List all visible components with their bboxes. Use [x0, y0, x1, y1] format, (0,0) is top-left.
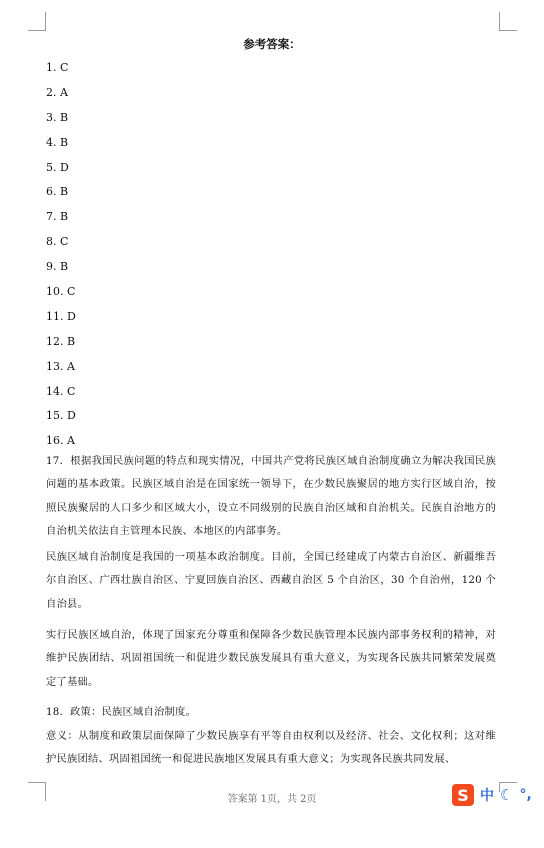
answer-item: 5. D — [46, 160, 69, 174]
answer-item: 1. C — [46, 61, 69, 74]
answer-item: 16. A — [46, 434, 75, 448]
page-footer: 答案第 1页，共 2页 — [227, 794, 317, 805]
answer-item: 15. D — [46, 409, 76, 423]
ime-punctuation-toggle[interactable]: °, — [519, 787, 532, 803]
crop-mark-top-right-v — [499, 12, 500, 31]
answer-17-paragraph: 17．根据我国民族问题的特点和现实情况，中国共产党将民族区域自治制度确立为解决我国民族问题的基本政策。民族区域自治是在国家统一领导下，在少数民族聚居的地方实行区域自治，按照民族聚居的人口多少和区域大小，设立不同级别的民族自治区域和自治机关。民族自治地方的自治机关依法自主管理本民族、本地区的内部事务。 — [46, 455, 496, 537]
document-title: 参考答案： — [243, 37, 301, 51]
answer-list — [46, 56, 76, 454]
sogou-logo-icon[interactable]: S — [452, 784, 474, 806]
moon-icon[interactable]: ☾ — [500, 786, 514, 804]
answer-item: 3. B — [46, 110, 69, 124]
crop-mark-top-left-v — [45, 12, 46, 31]
answer-18-significance: 意义：从制度和政策层面保障了少数民族享有平等自由权利以及经济、社会、文化权利；这对维护民族团结、巩固祖国统一和促进民族地区发展具有重大意义；为实现各民族共同发展、 — [46, 730, 496, 766]
answer-item: 14. C — [46, 384, 76, 398]
answer-item: 11. D — [46, 309, 76, 323]
answer-item: 13. A — [46, 359, 75, 373]
ime-language-toggle[interactable]: 中 — [480, 788, 494, 804]
answer-item: 10. C — [46, 285, 76, 299]
crop-mark-bottom-left-h — [28, 782, 46, 783]
crop-mark-top-right-h — [499, 30, 517, 31]
ime-toolbar[interactable] — [452, 782, 544, 808]
answer-17-paragraph-2: 民族区域自治制度是我国的一项基本政治制度。目前，全国已经建成了内蒙古自治区、新疆维吾尔自治区、广西壮族自治区、宁夏回族自治区、西藏自治区 5 个自治区，30 个自治州，120 个自治县。 — [46, 551, 496, 610]
answer-item: 8. C — [46, 235, 69, 249]
answer-item: 12. B — [46, 334, 76, 348]
answer-item: 2. A — [46, 85, 68, 99]
answer-17-paragraph-3: 实行民族区域自治，体现了国家充分尊重和保障各少数民族管理本民族内部事务权利的精神，对维护民族团结、巩固祖国统一和促进少数民族发展具有重大意义，为实现各民族共同繁荣发展奠定了基础。 — [46, 629, 496, 688]
answer-item: 9. B — [46, 260, 69, 274]
crop-mark-top-left-h — [28, 30, 46, 31]
answer-item: 7. B — [46, 210, 69, 224]
answer-18-policy: 18．政策：民族区域自治制度。 — [46, 706, 196, 718]
answer-item: 6. B — [46, 185, 69, 199]
answer-item: 4. B — [46, 135, 69, 149]
